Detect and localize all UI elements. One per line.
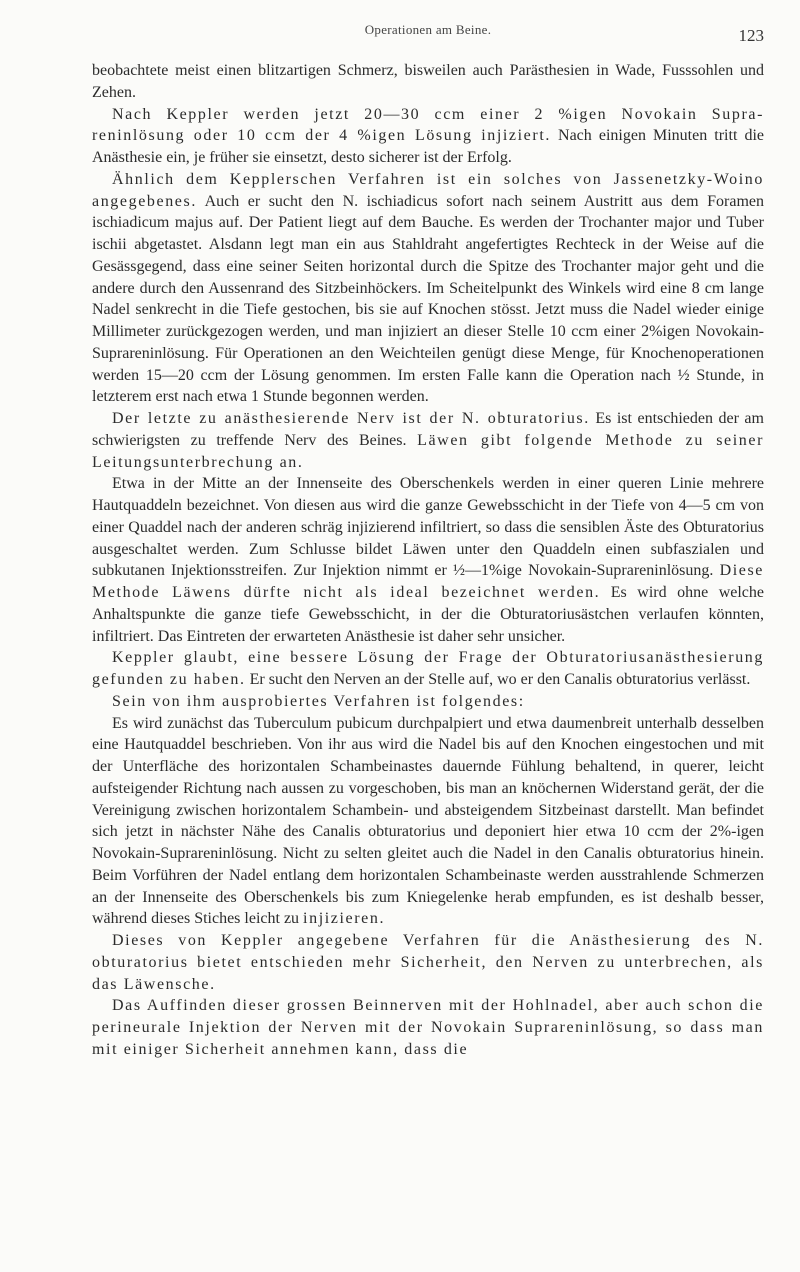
paragraph [92, 473, 764, 647]
paragraph [92, 691, 764, 713]
text-run: Es wird ohne welche Anhaltspunkte die ganze tiefe Gewebsschicht, in der die Obturatoriusästchen verlaufen könnten, infiltriert. Das Eintreten der erwarteten Anästhesie ist daher sehr unsicher. [92, 584, 765, 645]
spaced-text: Ähnlich dem Kepplerschen Verfahren ist ein solches von Jassenetzky-Woino angegebenes. [92, 170, 764, 210]
paragraph [92, 930, 764, 995]
text-run: Es ist entschieden der am schwierigsten zu treffende Nerv des Beines. [92, 410, 764, 449]
spaced-text: Keppler glaubt, eine bessere Lösung der Frage der Obturatoriusanästhesierung gefunden zu haben. [92, 649, 764, 688]
spaced-text: Läwen gibt folgende Methode zu seiner Leitungsunterbrechung an. [92, 431, 764, 471]
text-run: Er sucht den Nerven an der Stelle auf, wo er den Canalis obturatorius verlässt. [245, 671, 751, 688]
paragraph [92, 169, 764, 408]
spaced-text: Nach Keppler werden jetzt 20—30 ccm einer 2 %igen Novokain Supra-reninlösung oder 10 ccm der 4 %igen Lösung injiziert. [92, 105, 764, 145]
paragraph [92, 104, 764, 169]
spaced-text: Diese Methode Läwens dürfte nicht als ideal bezeichnet werden. [92, 562, 764, 601]
spaced-text: Sein von ihm ausprobiertes Verfahren ist folgendes: [112, 692, 525, 710]
page-number: 123 [738, 26, 764, 45]
page-header [92, 22, 764, 44]
paragraph [92, 995, 764, 1060]
text-run: beobachtete meist einen blitzartigen Schmerz, bisweilen auch Parästhesien in Wade, Fusssohlen und Zehen. [92, 62, 764, 101]
paragraph [92, 60, 764, 104]
spaced-text: injizieren. [303, 910, 386, 928]
running-title: Operationen am Beine. [364, 22, 492, 37]
spaced-text: Der letzte zu anästhesierende Nerv ist der N. obturatorius. [112, 410, 590, 427]
text-run: Auch er sucht den N. ischiadicus sofort nach seinem Austritt aus dem Foramen ischiadicum majus auf. Der Patient liegt auf dem Bauche. Es werden der Trochanter major und Tuber ischii abgetastet. Alsdann legt man ein aus Stahldraht angefertigtes Rechteck in der Weise auf die Gesässgegend, dass eine seiner Seiten horizontal durch die Spitze des Trochanter major geht und die andere durch den Aussenrand des Sitzbeinhöckers. Im Scheitelpunkt des Winkels wird eine 8 cm lange Nadel senkrecht in die Tiefe gestochen, bis sie auf Knochen stösst. Jetzt muss die Nadel wieder einige Millimeter zurückgezogen werden, und man injiziert an dieser Stelle 10 ccm einer 2%igen Novokain-Suprareninlösung. Für Operationen an den Weichteilen genügt diese Menge, für Knochenoperationen werden 15—20 ccm der Lösung genommen. Im ersten Falle kann die Operation nach ½ Stunde, in letzterem erst nach etwa 1 Stunde begonnen werden. [92, 192, 764, 406]
paragraph [92, 713, 764, 931]
spaced-text: Das Auffinden dieser grossen Beinnerven mit der Hohlnadel, aber auch schon die perineurale Injektion der Nerven mit der Novokain Suprareninlösung, so dass man mit einiger Sicherheit annehmen kann, dass die [92, 997, 764, 1058]
spaced-text: Dieses von Keppler angegebene Verfahren für die Anästhesierung des N. obturatorius bietet entschieden mehr Sicherheit, den Nerven zu unterbrechen, als das Läwensche. [92, 932, 764, 993]
paragraph [92, 408, 764, 473]
paragraph [92, 647, 764, 691]
text-run: Nach einigen Minuten tritt die Anästhesie ein, je früher sie einsetzt, desto sicherer ist der Erfolg. [92, 127, 764, 166]
body-text [92, 60, 764, 1061]
text-run: Es wird zunächst das Tuberculum pubicum durchpalpiert und etwa daumenbreit unterhalb desselben eine Hautquaddel beschrieben. Von ihr aus wird die Nadel bis auf den Knochen eingestochen und mit der Unterfläche des horizontalen Schambeinastes dauernde Fühlung behaltend, in querer, leicht aufsteigender Richtung nach aussen zu vorgeschoben, bis man an knöchernen Widerstand gerät, der die Vereinigung zwischen horizontalem Schambein- und absteigendem Sitzbeinast darstellt. Man befindet sich jetzt in nächster Nähe des Canalis obturatorius und deponiert hier etwa 10 ccm der 2%-igen Novokain-Suprareninlösung. Nicht zu selten gleitet auch die Nadel in den Canalis obturatorius hinein. Beim Vorführen der Nadel entlang dem horizontalen Schambeinaste werden ausstrahlende Schmerzen an der Innenseite des Oberschenkels bis zum Kniegelenke herab empfunden, es ist deshalb besser, während dieses Stiches leicht zu [92, 714, 764, 928]
text-run: Etwa in der Mitte an der Innenseite des Oberschenkels werden in einer queren Linie mehrere Hautquaddeln bezeichnet. Von diesen aus wird die ganze Gewebsschicht in der Tiefe von 4—5 cm von einer Quaddel nach der anderen schräg injizierend infiltriert, so dass die sensiblen Äste des Obturatorius ausgeschaltet werden. Zum Schlusse bildet Läwen unter den Quaddeln einen subfaszialen und subkutanen Injektionsstreifen. Zur Injektion nimmt er ½—1%ige Novokain-Suprareninlösung. [92, 475, 764, 580]
